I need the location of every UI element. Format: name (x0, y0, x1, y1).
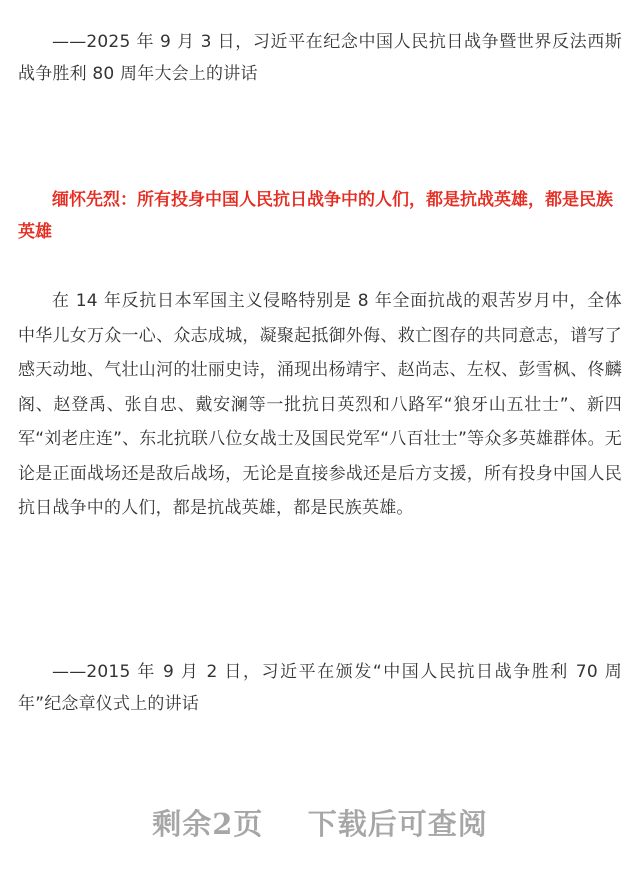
quote-source-2015: ——2015 年 9 月 2 日，习近平在颁发“中国人民抗日战争胜利 70 周年”纪念章仪式上的讲话 (18, 662, 622, 714)
section-heading: 缅怀先烈：所有投身中国人民抗日战争中的人们，都是抗战英雄，都是民族英雄 (18, 190, 613, 242)
remaining-pages-banner[interactable]: 剩余2页 下载后可查阅 (152, 807, 488, 841)
body-paragraph: 在 14 年反抗日本军国主义侵略特别是 8 年全面抗战的艰苦岁月中，全体中华儿女万众一心、众志成城，凝聚起抵御外侮、救亡图存的共同意志，谱写了感天动地、气壮山河的壮丽史诗，涌现出杨靖宇、赵尚志、左权、彭雪枫、佟麟阁、赵登禹、张自忠、戴安澜等一批抗日英烈和八路军“狼牙山五壮士”、新四军“刘老庄连”、东北抗联八位女战士及国民党军“八百壮士”等众多英雄群体。无论是正面战场还是敌后战场，无论是直接参战还是后方支援，所有投身中国人民抗日战争中的人们，都是抗战英雄，都是民族英雄。 (18, 291, 622, 518)
quote-source-2025: ——2025 年 9 月 3 日，习近平在纪念中国人民抗日战争暨世界反法西斯战争胜利 80 周年大会上的讲话 (18, 32, 622, 84)
